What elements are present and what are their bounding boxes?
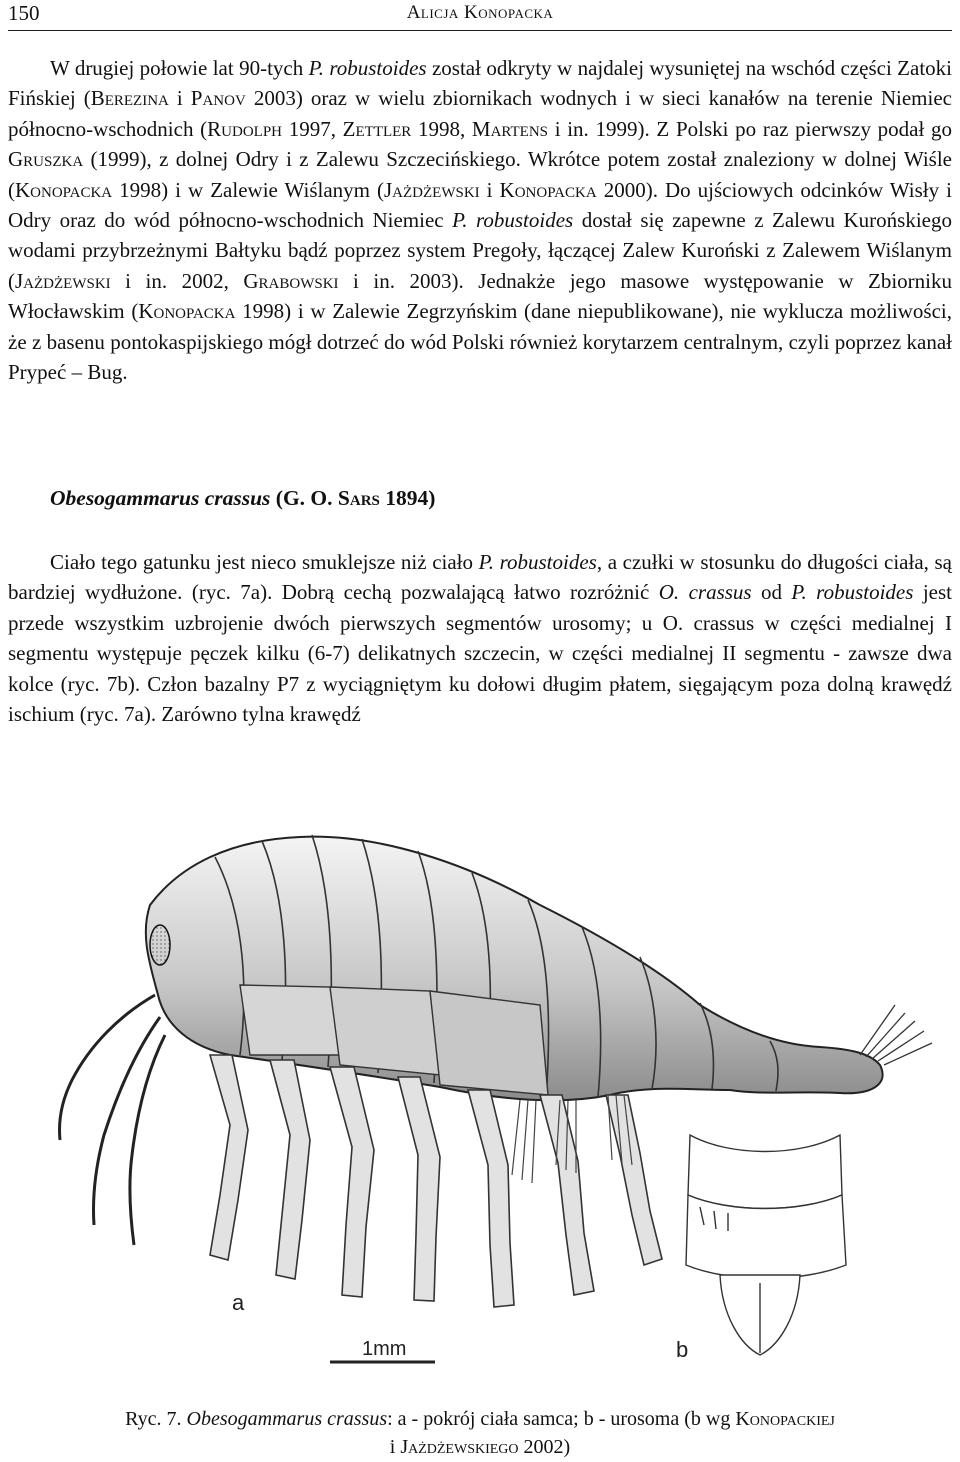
urosome-detail	[686, 1135, 846, 1355]
page-number: 150	[8, 1, 40, 25]
figure-amphipod	[0, 755, 960, 1395]
amphipod-body	[146, 835, 883, 1100]
figure-label-b: b	[676, 1337, 689, 1362]
telson-spines	[860, 1005, 932, 1065]
scale-bar-label: 1mm	[362, 1338, 407, 1360]
species-heading: Obesogammarus crassus (G. O. Sars 1894)	[50, 486, 436, 510]
body-paragraph: W drugiej połowie lat 90-tych P. robustoides został odkryty w najdalej wysuniętej na wschód części Zatoki Fińskiej (Berezina i Panov 2003) oraz w wielu zbiornikach wodnych i w sieci kanałów na terenie Niemiec północno-wschodnich (Rudolph 1997, Zettler 1998, Martens i in. 1999). Z Polski po raz pierwszy podał go Gruszka (1999), z dolnej Odry i z Zalewu Szczecińskiego. Wkrótce potem został znaleziony w dolnej Wiśle (Konopacka 1998) i w Zalewie Wiślanym (Jażdżewski i Konopacka 2000). Do ujściowych odcinków Wisły i Odry oraz do wód północno-wschodnich Niemiec P. robustoides dostał się zapewne z Zalewu Kurońskiego wodami przybrzeżnymi Bałtyku bądź poprzez system Pregoły, łączącej Zalew Kuroński z Zalewem Wiślanym (Jażdżewski i in. 2002, Grabowski i in. 2003). Jednakże jego masowe występowanie w Zbiorniku Włocławskim (Konopacka 1998) i w Zalewie Zegrzyńskim (dane niepublikowane), nie wyklucza możliwości, że z basenu pontokaspijskiego mógł dotrzeć do wód Polski również korytarzem centralnym, czyli poprzez kanał Prypeć – Bug.	[8, 56, 952, 385]
eye-icon	[150, 925, 170, 965]
figure-caption: Ryc. 7. Obesogammarus crassus: a - pokrój ciała samca; b - urosoma (b wg Konopackiej i Jażdżewskiego 2002)	[125, 1408, 835, 1458]
page-header	[8, 0, 952, 31]
amphipod-illustration	[0, 755, 960, 1395]
running-head: Alicja Konopacka	[406, 2, 554, 23]
body-paragraph: Ciało tego gatunku jest nieco smuklejsze niż ciało P. robustoides, a czułki w stosunku do długości ciała, są bardziej wydłużone. (ryc. 7a). Dobrą cechą pozwalającą łatwo rozróżnić O. crassus od P. robustoides jest przede wszystkim uzbrojenie dwóch pierwszych segmentów urosomy; u O. crassus w części medialnej I segmentu występuje pęczek kilku (6-7) delikatnych szczecin, w części medialnej II segmentu - zawsze dwa kolce (ryc. 7b). Człon bazalny P7 z wyciągniętym ku dołowi długim płatem, sięgającym poza dolną krawędź ischium (ryc. 7a). Zarówno tylna krawędź	[8, 550, 952, 727]
amphipod-antennae	[60, 995, 166, 1245]
figure-label-a: a	[232, 1290, 245, 1315]
